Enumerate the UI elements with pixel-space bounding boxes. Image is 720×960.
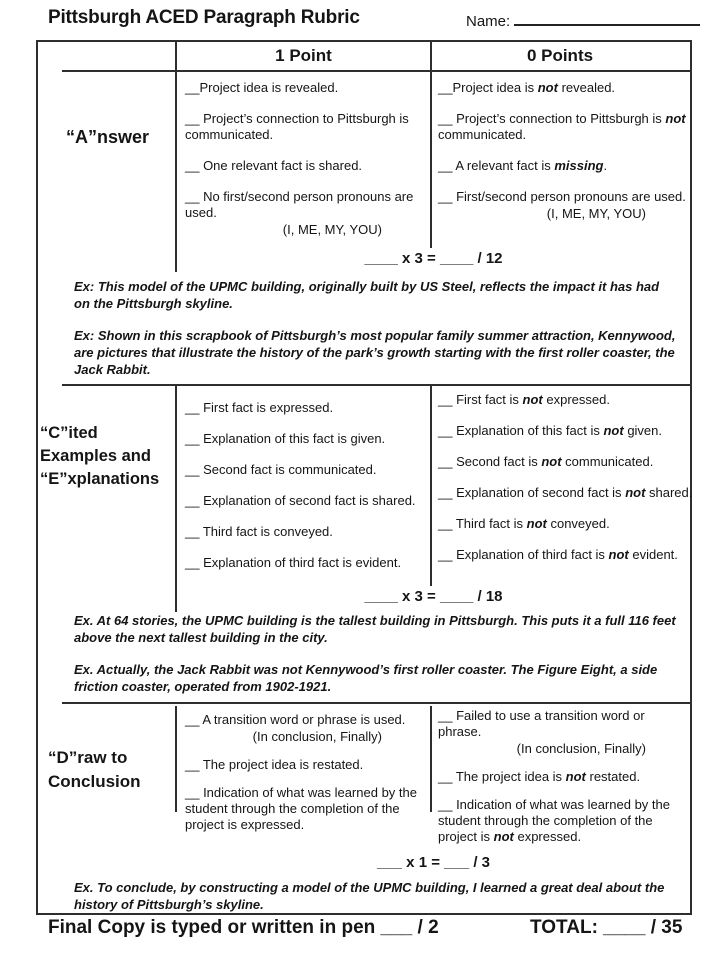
checklist-item: __ Second fact is not communicated. (438, 454, 654, 469)
zero-points-checklist (430, 704, 690, 857)
checklist-item: __ Failed to use a transition word or phrase. (438, 708, 645, 739)
checklist-item: __ The project idea is restated. (185, 757, 364, 772)
score-line: ____ x 3 = ____ / 12 (364, 250, 503, 267)
checklist-item: __ A relevant fact is missing. (438, 158, 608, 173)
examples-block (38, 272, 690, 378)
header-cell-empty (38, 42, 177, 70)
one-point-checklist (177, 386, 430, 586)
paren-hint: (In conclusion, Finally) (516, 741, 646, 756)
checklist-item: __ Third fact is conveyed. (185, 524, 333, 539)
example-text: Ex. At 64 stories, the UPMC building is the tallest building in Pittsburgh. This puts it a full 116 feet above the next tallest building in the city. (74, 613, 676, 645)
paren-hint: (In conclusion, Finally) (252, 729, 382, 744)
one-point-checklist (177, 72, 430, 253)
checklist-item: __ Project’s connection to Pittsburgh is not communicated. (438, 111, 686, 142)
section-answer (38, 72, 690, 384)
column-divider-line (175, 42, 177, 272)
header-cell-one-point: 1 Point (275, 46, 332, 65)
section-cited-examples (38, 386, 693, 702)
checklist-item: __ A transition word or phrase is used. (185, 712, 406, 727)
checklist-item: __ Explanation of third fact is not evident. (438, 547, 678, 562)
one-point-checklist (177, 704, 430, 857)
checklist-item: __Project idea is revealed. (185, 80, 339, 95)
paren-hint: (I, ME, MY, YOU) (282, 222, 382, 237)
checklist-item: __ Explanation of this fact is given. (185, 431, 386, 446)
score-line: ____ x 3 = ____ / 18 (364, 588, 503, 605)
checklist-item: __ First fact is not expressed. (438, 392, 610, 407)
column-divider-line (175, 386, 177, 612)
total-score-line: TOTAL: ____ / 35 (530, 917, 683, 938)
rubric-table (36, 40, 692, 915)
table-header-row (38, 42, 690, 70)
checklist-item: __ First fact is expressed. (185, 400, 334, 415)
example-text: Ex: This model of the UPMC building, originally built by US Steel, reflects the impact it has had on the Pittsburgh skyline. (74, 279, 660, 311)
section-label: “A”nswer (65, 127, 150, 147)
checklist-item: __Project idea is not revealed. (438, 80, 616, 95)
paren-hint: (I, ME, MY, YOU) (546, 206, 646, 221)
column-divider-line (175, 706, 177, 812)
name-label: Name: (466, 13, 511, 30)
name-field (466, 11, 700, 30)
checklist-item: __ Explanation of second fact is shared. (185, 493, 416, 508)
checklist-item: __ Explanation of this fact is not given. (438, 423, 663, 438)
column-divider-line (430, 386, 432, 586)
example-text: Ex. To conclude, by constructing a model of the UPMC building, I learned a great deal about the history of Pittsburgh’s skyline. (74, 880, 665, 912)
examples-block (38, 610, 690, 695)
checklist-item: __ Second fact is communicated. (185, 462, 377, 477)
section-label: “C”ited Examples and “E”xplanations (40, 424, 160, 488)
checklist-item: __ Explanation of second fact is not shared. (438, 485, 693, 500)
example-text: Ex. Actually, the Jack Rabbit was not Kennywood’s first roller coaster. The Figure Eight, a side friction coaster, operated from 1902-1921. (74, 662, 658, 694)
checklist-item: __ The project idea is not restated. (438, 769, 641, 784)
section-label: “D”raw to Conclusion (48, 748, 141, 791)
checklist-item: __ First/second person pronouns are used. (438, 189, 686, 204)
checklist-item: __ Indication of what was learned by the student through the completion of the project is expressed. (185, 785, 417, 832)
column-divider-line (430, 706, 432, 812)
final-copy-score-line: Final Copy is typed or written in pen ___ / 2 (48, 917, 439, 938)
name-blank-line (514, 11, 700, 26)
page-title: Pittsburgh ACED Paragraph Rubric (48, 7, 360, 28)
checklist-item: __ No first/second person pronouns are used. (185, 189, 414, 220)
checklist-item: __ Indication of what was learned by the student through the completion of the project is not expressed. (438, 797, 670, 844)
examples-block (38, 874, 690, 913)
header-cell-zero-points: 0 Points (526, 46, 594, 65)
checklist-item: __ One relevant fact is shared. (185, 158, 363, 173)
checklist-item: __ Explanation of third fact is evident. (185, 555, 402, 570)
zero-points-checklist (430, 386, 694, 586)
checklist-item: __ Project’s connection to Pittsburgh is communicated. (185, 111, 409, 142)
section-draw-conclusion (38, 704, 690, 913)
zero-points-checklist (430, 72, 690, 253)
checklist-item: __ Third fact is not conveyed. (438, 516, 610, 531)
column-divider-line (430, 42, 432, 248)
example-text: Ex: Shown in this scrapbook of Pittsburgh’s most popular family summer attraction, Kennywood, are pictures that illustrate the history of the park’s growth starting with the first roller coaster, the Jack Rabbit. (74, 328, 676, 377)
score-line: ___ x 1 = ___ / 3 (376, 854, 490, 871)
